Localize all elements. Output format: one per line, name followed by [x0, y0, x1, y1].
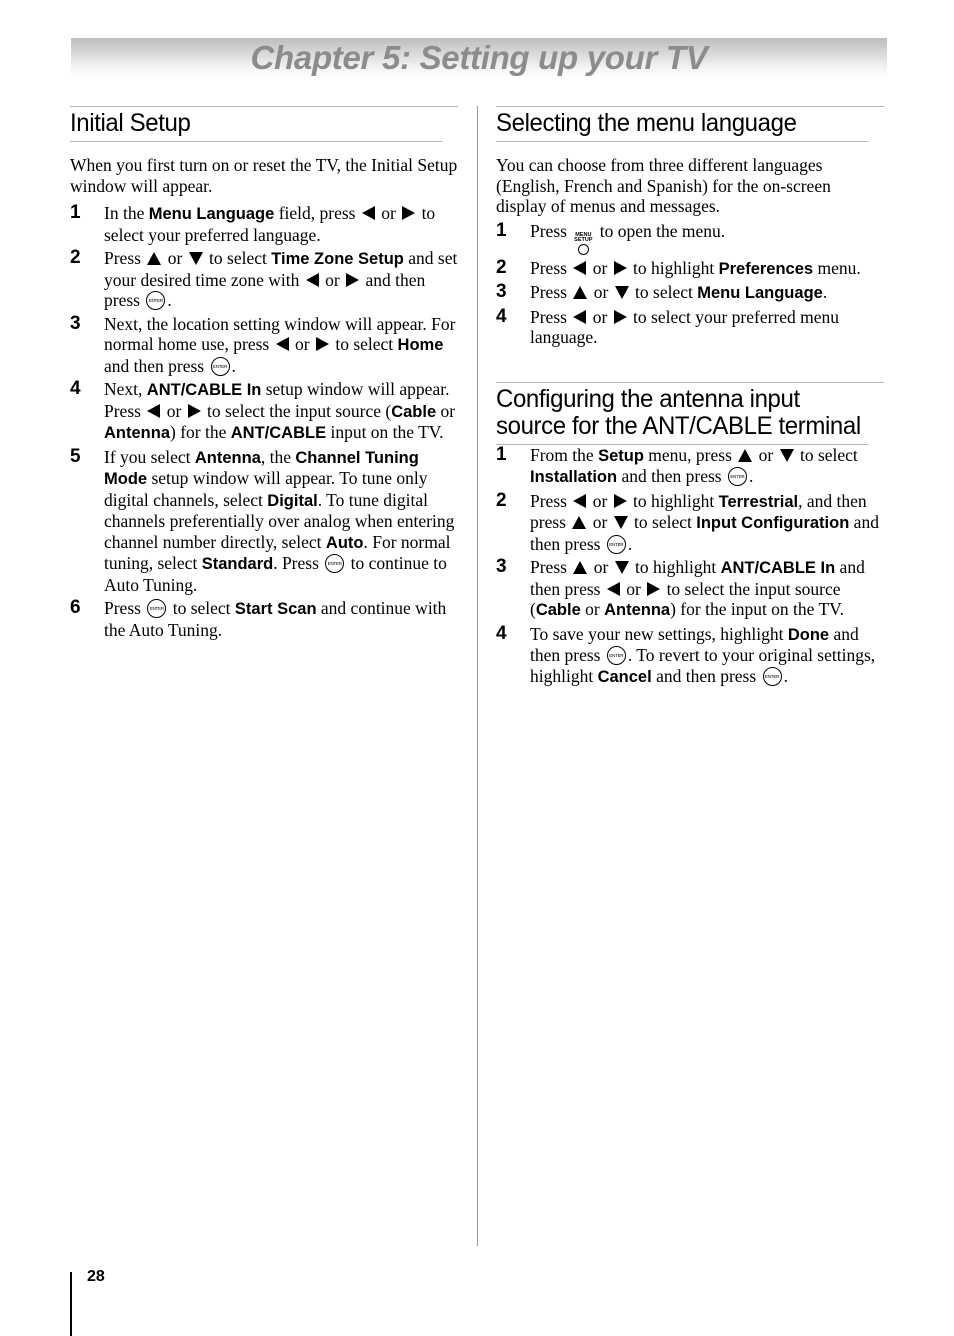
up-arrow-icon [573, 286, 587, 299]
menu-language-section [496, 106, 884, 348]
up-arrow-icon [738, 449, 752, 462]
right-arrow-icon [346, 273, 359, 287]
initial-setup-section [70, 106, 458, 643]
menu-setup-button-icon: MENU SETUP [573, 233, 593, 255]
enter-button-icon: ENTER [211, 357, 230, 376]
left-arrow-icon [573, 261, 586, 275]
menu-language-intro: You can choose from three different languages (English, French and Spanish) for the on-screen display of menus and messages. [496, 155, 831, 216]
list-item: 4 To save your new settings, highlight Done and then press ENTER . To revert to your original settings, highlight Cancel and then press ENTER . [496, 622, 876, 686]
down-arrow-icon [780, 449, 794, 462]
step-number: 4 [70, 378, 81, 399]
section-title-menu-language: Selecting the menu language [496, 107, 868, 142]
list-item: 1 From the Setup menu, press or to select Installation and then press ENTER . [496, 443, 858, 486]
right-arrow-icon [647, 582, 660, 596]
left-arrow-icon [276, 337, 289, 351]
initial-setup-steps [70, 203, 458, 640]
down-arrow-icon [189, 252, 203, 265]
up-arrow-icon [573, 561, 587, 574]
step-number: 4 [496, 622, 507, 644]
left-arrow-icon [607, 582, 620, 596]
up-arrow-icon [572, 516, 586, 529]
list-item: 3 Next, the location setting window will appear. For normal home use, press or to select Home and then press ENTER . [70, 312, 456, 376]
enter-button-icon: ENTER [607, 535, 626, 554]
step-number: 1 [496, 219, 507, 241]
chapter-banner [71, 38, 887, 78]
right-arrow-icon [614, 310, 627, 324]
initial-setup-intro: When you first turn on or reset the TV, the Initial Setup window will appear. [70, 155, 458, 196]
enter-button-icon: ENTER [325, 554, 344, 573]
menu-language-steps [496, 221, 884, 348]
left-arrow-icon [362, 206, 375, 220]
left-arrow-icon [306, 273, 319, 287]
enter-button-icon: ENTER [763, 667, 782, 686]
step-number: 2 [496, 256, 507, 278]
list-item: 4 Next, ANT/CABLE In setup window will appear. Press or to select the input source (Cable or Antenna) for the ANT/CABLE input on the TV. [70, 378, 456, 442]
list-item: 2 Press or to highlight Preferences menu. [496, 256, 861, 278]
down-arrow-icon [615, 286, 629, 299]
section-title-initial-setup: Initial Setup [70, 107, 442, 142]
list-item: 4 Press or to select your preferred menu language. [496, 305, 840, 347]
page-edge-bar [70, 1272, 72, 1336]
down-arrow-icon [615, 561, 629, 574]
up-arrow-icon [147, 252, 161, 265]
list-item: 1 Press MENU SETUP to open the menu. [496, 221, 884, 255]
right-arrow-icon [614, 494, 627, 508]
step-number: 2 [70, 247, 81, 268]
step-number: 2 [496, 489, 507, 511]
enter-button-icon: ENTER [728, 467, 747, 486]
list-item: 6 Press ENTER to select Start Scan and continue with the Auto Tuning. [70, 597, 447, 640]
column-divider [477, 106, 478, 1246]
step-number: 1 [496, 443, 507, 465]
section-title-antenna: Configuring the antenna input source for the ANT/CABLE terminal [496, 383, 868, 445]
list-item: 3 Press or to select Menu Language. [496, 281, 828, 302]
antenna-section [496, 382, 884, 688]
step-number: 4 [496, 305, 507, 327]
enter-button-icon: ENTER [146, 291, 165, 310]
right-column [496, 106, 884, 690]
chapter-title: Chapter 5: Setting up your TV [250, 39, 708, 76]
enter-button-icon: ENTER [607, 646, 626, 665]
step-number: 3 [496, 556, 507, 577]
enter-button-icon: ENTER [147, 599, 166, 618]
left-arrow-icon [573, 310, 586, 324]
left-arrow-icon [147, 404, 160, 418]
list-item: 1 In the Menu Language field, press or to select your preferred language. [70, 202, 436, 245]
step-number: 3 [496, 281, 507, 302]
left-arrow-icon [573, 494, 586, 508]
list-item: 2 Press or to highlight Terrestrial, and then press or to select Input Configuration and then press ENTER . [496, 489, 879, 554]
step-number: 5 [70, 445, 81, 467]
right-arrow-icon [614, 261, 627, 275]
step-number: 6 [70, 597, 81, 618]
right-arrow-icon [188, 404, 201, 418]
step-number: 3 [70, 312, 81, 334]
antenna-steps [496, 445, 884, 688]
down-arrow-icon [614, 516, 628, 529]
list-item: 5 If you select Antenna, the Channel Tuning Mode setup window will appear. To tune only digital channels, select Digital. To tune digital channels preferentially over analog when entering channel number directly, select Auto. For normal tuning, select Standard. Press ENTER to continue to Auto Tuning. [70, 445, 455, 595]
right-arrow-icon [402, 206, 415, 220]
list-item: 2 Press or to select Time Zone Setup and set your desired time zone with or and then press ENTER . [70, 247, 458, 310]
right-arrow-icon [316, 337, 329, 351]
list-item: 3 Press or to highlight ANT/CABLE In and then press or to select the input source (Cable or Antenna) for the input on the TV. [496, 556, 865, 619]
page-number: 28 [87, 1268, 105, 1285]
step-number: 1 [70, 202, 81, 223]
